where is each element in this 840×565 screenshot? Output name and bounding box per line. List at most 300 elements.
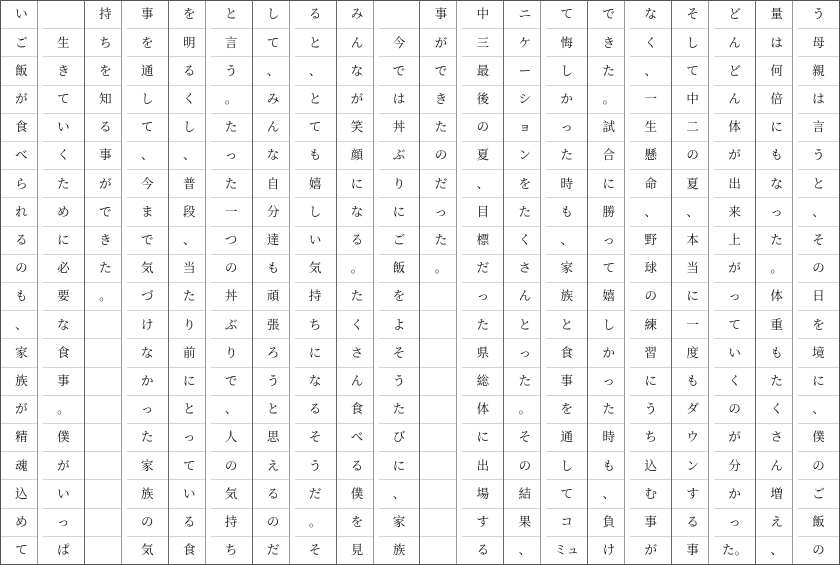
manuscript-cell: な (127, 339, 168, 367)
manuscript-cell: か (546, 86, 587, 114)
manuscript-cell: 、 (253, 57, 294, 85)
manuscript-cell: で (211, 368, 252, 396)
manuscript-cell: シ (504, 86, 545, 114)
manuscript-cell: 、 (462, 170, 503, 198)
manuscript-cell: に (798, 368, 839, 396)
manuscript-cell: 笑 (337, 114, 378, 142)
manuscript-cell: し (588, 311, 629, 339)
manuscript-cell: 。 (295, 509, 336, 537)
manuscript-cell: 達 (253, 227, 294, 255)
manuscript-cell: 食 (1, 114, 42, 142)
manuscript-cell: 時 (546, 170, 587, 198)
manuscript-cell: し (169, 114, 210, 142)
manuscript-cell: 時 (588, 424, 629, 452)
manuscript-cell: か (127, 368, 168, 396)
manuscript-cell: ン (504, 142, 545, 170)
manuscript-cell: ち (295, 311, 336, 339)
manuscript-cell: 親 (798, 57, 839, 85)
manuscript-cell: な (337, 57, 378, 85)
manuscript-cell (420, 480, 461, 508)
manuscript-cell: 、 (518, 542, 532, 558)
manuscript-cell: も (756, 339, 797, 367)
manuscript-cell: 、 (630, 198, 671, 226)
manuscript-cell: 生 (630, 114, 671, 142)
manuscript-cell: そ (379, 339, 420, 367)
manuscript-cell: ち (85, 29, 126, 57)
manuscript-cell: 家 (1, 339, 42, 367)
manuscript-cell: っ (127, 396, 168, 424)
manuscript-cell: の (211, 255, 252, 283)
manuscript-cell: 、 (1, 311, 42, 339)
manuscript-cell (420, 424, 461, 452)
manuscript-cell: 中 (672, 86, 713, 114)
manuscript-cell: き (588, 29, 629, 57)
manuscript-cell: ぶ (211, 311, 252, 339)
manuscript-cell: 、 (169, 142, 210, 170)
manuscript-cell: く (169, 86, 210, 114)
manuscript-column (1, 1, 42, 564)
manuscript-column (378, 1, 420, 564)
manuscript-column (294, 1, 336, 564)
manuscript-cell: ョ (504, 114, 545, 142)
manuscript-cell: 県 (462, 339, 503, 367)
manuscript-cell: 気 (295, 255, 336, 283)
manuscript-cell: そ (798, 227, 839, 255)
manuscript-cell: う (211, 57, 252, 85)
manuscript-cell: 負 (588, 509, 629, 537)
manuscript-cell: 一 (630, 86, 671, 114)
manuscript-cell: 何 (756, 57, 797, 85)
manuscript-cell: 体 (756, 283, 797, 311)
manuscript-cell (85, 480, 126, 508)
manuscript-cell: て (546, 480, 587, 508)
manuscript-cell: と (211, 1, 252, 29)
manuscript-cell: に (462, 424, 503, 452)
manuscript-cell: で (420, 57, 461, 85)
manuscript-cell: そ (308, 542, 322, 558)
manuscript-cell: 母 (798, 29, 839, 57)
manuscript-cell: 精 (1, 424, 42, 452)
manuscript-cell: 分 (714, 452, 755, 480)
manuscript-cell: が (644, 542, 657, 558)
manuscript-cell: て (295, 114, 336, 142)
manuscript-cell: で (85, 198, 126, 226)
manuscript-cell: 二 (672, 114, 713, 142)
manuscript-cell: 事 (43, 368, 84, 396)
manuscript-cell: た (462, 311, 503, 339)
manuscript-cell: が (420, 29, 461, 57)
manuscript-cell: も (1, 283, 42, 311)
manuscript-cell: た (337, 283, 378, 311)
manuscript-cell: の (812, 542, 825, 558)
manuscript-cell (85, 311, 126, 339)
manuscript-cell: も (546, 198, 587, 226)
manuscript-cell: て (169, 452, 210, 480)
manuscript-column (210, 1, 252, 564)
manuscript-cell: く (43, 142, 84, 170)
manuscript-cell: 当 (169, 255, 210, 283)
manuscript-cell: り (169, 311, 210, 339)
manuscript-cell: て (15, 542, 28, 558)
manuscript-cell: し (546, 57, 587, 85)
manuscript-cell: ん (253, 114, 294, 142)
manuscript-cell: だ (266, 542, 280, 558)
manuscript-cell: 必 (43, 255, 84, 283)
manuscript-cell: で (588, 1, 629, 29)
manuscript-cell: た (379, 396, 420, 424)
manuscript-cell: た。 (722, 542, 748, 558)
manuscript-cell: て (253, 29, 294, 57)
manuscript-cell: て (672, 57, 713, 85)
manuscript-cell: 今 (127, 170, 168, 198)
manuscript-cell: が (1, 396, 42, 424)
manuscript-cell: く (504, 227, 545, 255)
manuscript-cell: を (379, 283, 420, 311)
manuscript-cell: て (588, 255, 629, 283)
manuscript-cell: と (169, 396, 210, 424)
manuscript-cell: し (546, 452, 587, 480)
manuscript-cell: て (127, 114, 168, 142)
manuscript-cell: ん (504, 283, 545, 311)
manuscript-column (126, 1, 168, 564)
manuscript-cell: 、 (211, 396, 252, 424)
manuscript-cell (85, 396, 126, 424)
manuscript-cell: な (43, 311, 84, 339)
manuscript-cell: き (43, 57, 84, 85)
manuscript-cell: う (253, 368, 294, 396)
manuscript-column (545, 1, 587, 564)
manuscript-cell: 段 (169, 198, 210, 226)
manuscript-cell: 家 (546, 255, 587, 283)
manuscript-cell: 量 (756, 1, 797, 29)
manuscript-cell: に (295, 339, 336, 367)
manuscript-column (797, 1, 839, 564)
manuscript-cell: の (630, 283, 671, 311)
manuscript-cell: 後 (462, 86, 503, 114)
manuscript-cell (85, 339, 126, 367)
manuscript-cell: 試 (588, 114, 629, 142)
manuscript-cell: 体 (714, 114, 755, 142)
manuscript-cell: 三 (462, 29, 503, 57)
manuscript-cell: が (714, 424, 755, 452)
manuscript-cell: っ (504, 339, 545, 367)
manuscript-cell: の (127, 509, 168, 537)
manuscript-cell: 。 (85, 283, 126, 311)
manuscript-cell: 本 (672, 227, 713, 255)
manuscript-cell: も (672, 368, 713, 396)
manuscript-cell: 思 (253, 424, 294, 452)
manuscript-cell: 習 (630, 339, 671, 367)
manuscript-cell: が (43, 452, 84, 480)
manuscript-cell: 気 (211, 480, 252, 508)
manuscript-cell (420, 368, 461, 396)
manuscript-cell: た (127, 424, 168, 452)
manuscript-cell: 一 (672, 311, 713, 339)
manuscript-cell: ケ (504, 29, 545, 57)
manuscript-cell: び (379, 424, 420, 452)
manuscript-cell: る (85, 114, 126, 142)
manuscript-cell (420, 537, 461, 564)
manuscript-cell: る (253, 480, 294, 508)
manuscript-cell: 。 (420, 255, 461, 283)
manuscript-cell: で (127, 227, 168, 255)
manuscript-cell: が (714, 142, 755, 170)
manuscript-cell: る (337, 227, 378, 255)
manuscript-cell: れ (1, 198, 42, 226)
manuscript-cell: ら (1, 170, 42, 198)
manuscript-cell: も (588, 452, 629, 480)
manuscript-cell: た (85, 255, 126, 283)
manuscript-cell: 今 (379, 29, 420, 57)
manuscript-cell: に (672, 283, 713, 311)
manuscript-cell: 、 (798, 396, 839, 424)
manuscript-cell: と (253, 396, 294, 424)
manuscript-column (587, 1, 629, 564)
manuscript-cell: づ (127, 283, 168, 311)
manuscript-cell: る (476, 542, 490, 558)
manuscript-cell: ま (127, 198, 168, 226)
manuscript-cell: の (462, 114, 503, 142)
manuscript-cell: 族 (392, 542, 406, 558)
manuscript-cell: 命 (630, 170, 671, 198)
manuscript-cell (43, 1, 84, 29)
manuscript-cell: 持 (85, 1, 126, 29)
manuscript-cell: る (1, 227, 42, 255)
manuscript-cell: ち (224, 542, 238, 558)
manuscript-cell: に (169, 368, 210, 396)
manuscript-cell: 日 (798, 283, 839, 311)
manuscript-cell: は (798, 86, 839, 114)
manuscript-cell: え (253, 452, 294, 480)
manuscript-column (168, 1, 210, 564)
manuscript-cell: 気 (141, 542, 154, 558)
manuscript-cell: く (756, 396, 797, 424)
manuscript-cell: 一 (211, 198, 252, 226)
manuscript-cell: っ (546, 114, 587, 142)
manuscript-cell: を (127, 29, 168, 57)
manuscript-cell: け (127, 311, 168, 339)
manuscript-cell: ど (714, 57, 755, 85)
manuscript-cell: な (253, 142, 294, 170)
manuscript-cell: 野 (630, 227, 671, 255)
manuscript-cell: く (714, 368, 755, 396)
manuscript-cell: 来 (714, 198, 755, 226)
manuscript-cell: て (546, 1, 587, 29)
manuscript-cell: 上 (714, 227, 755, 255)
manuscript-cell: 飯 (1, 57, 42, 85)
manuscript-cell: 倍 (756, 86, 797, 114)
manuscript-cell: 当 (672, 255, 713, 283)
manuscript-column (336, 1, 378, 564)
manuscript-cell: た (43, 170, 84, 198)
manuscript-cell: き (85, 227, 126, 255)
manuscript-cell: っ (420, 198, 461, 226)
manuscript-cell: の (420, 142, 461, 170)
manuscript-cell: い (1, 1, 42, 29)
manuscript-cell: 嬉 (588, 283, 629, 311)
manuscript-column (419, 1, 461, 564)
manuscript-cell: う (295, 452, 336, 480)
manuscript-cell: と (504, 311, 545, 339)
manuscript-cell: 見 (350, 542, 364, 558)
manuscript-cell: を (85, 57, 126, 85)
manuscript-cell: 明 (169, 29, 210, 57)
manuscript-cell: る (169, 57, 210, 85)
manuscript-cell: な (630, 1, 671, 29)
manuscript-cell: さ (756, 424, 797, 452)
manuscript-cell: 。 (588, 86, 629, 114)
manuscript-cell: を (798, 311, 839, 339)
manuscript-cell: ー (504, 57, 545, 85)
manuscript-cell: だ (462, 255, 503, 283)
manuscript-column (252, 1, 294, 564)
manuscript-cell: な (295, 368, 336, 396)
manuscript-column (42, 1, 84, 564)
manuscript-cell: 、 (127, 142, 168, 170)
manuscript-cell: さ (504, 255, 545, 283)
manuscript-cell: が (85, 170, 126, 198)
manuscript-cell: の (798, 452, 839, 480)
manuscript-cell: を (169, 1, 210, 29)
manuscript-cell: 丼 (379, 114, 420, 142)
manuscript-cell: る (169, 509, 210, 537)
manuscript-cell: ん (337, 368, 378, 396)
manuscript-cell (379, 1, 420, 29)
manuscript-column (713, 1, 755, 564)
manuscript-cell: に (630, 368, 671, 396)
manuscript-cell: と (546, 311, 587, 339)
manuscript-cell: 持 (211, 509, 252, 537)
manuscript-cell: 分 (253, 198, 294, 226)
manuscript-cell: も (295, 142, 336, 170)
manuscript-cell: た (420, 227, 461, 255)
manuscript-cell: と (295, 29, 336, 57)
manuscript-cell: か (714, 480, 755, 508)
manuscript-cell: 食 (337, 396, 378, 424)
manuscript-cell: に (379, 198, 420, 226)
manuscript-cell: た (546, 142, 587, 170)
manuscript-cell: っ (43, 509, 84, 537)
manuscript-cell: 僕 (798, 424, 839, 452)
manuscript-cell: つ (211, 227, 252, 255)
manuscript-cell: っ (169, 424, 210, 452)
manuscript-cell: べ (337, 424, 378, 452)
manuscript-cell: 。 (337, 255, 378, 283)
manuscript-cell: 食 (546, 339, 587, 367)
manuscript-cell: 僕 (43, 424, 84, 452)
manuscript-cell (85, 537, 126, 564)
manuscript-cell: 、 (546, 227, 587, 255)
manuscript-cell: ど (714, 1, 755, 29)
manuscript-cell: る (295, 1, 336, 29)
manuscript-cell: た (504, 198, 545, 226)
manuscript-cell: と (295, 86, 336, 114)
manuscript-cell: ニ (504, 1, 545, 29)
manuscript-cell (85, 424, 126, 452)
manuscript-cell: と (798, 170, 839, 198)
manuscript-cell: 族 (127, 480, 168, 508)
manuscript-cell: 勝 (588, 198, 629, 226)
manuscript-cell: き (420, 86, 461, 114)
manuscript-cell: た (504, 368, 545, 396)
manuscript-column (503, 1, 545, 564)
manuscript-cell (85, 368, 126, 396)
manuscript-cell: る (295, 396, 336, 424)
manuscript-cell: く (630, 29, 671, 57)
manuscript-cell: 魂 (1, 452, 42, 480)
manuscript-cell: く (337, 311, 378, 339)
manuscript-cell: 重 (756, 311, 797, 339)
manuscript-cell: が (337, 86, 378, 114)
manuscript-cell (85, 509, 126, 537)
manuscript-cell (420, 452, 461, 480)
manuscript-column (629, 1, 671, 564)
manuscript-cell: そ (672, 1, 713, 29)
manuscript-cell: 。 (43, 396, 84, 424)
manuscript-cell: の (1, 255, 42, 283)
manuscript-cell: 人 (211, 424, 252, 452)
manuscript-cell: ぱ (57, 542, 70, 558)
manuscript-cell: っ (462, 283, 503, 311)
manuscript-cell: 、 (672, 198, 713, 226)
manuscript-column (755, 1, 797, 564)
manuscript-cell: 言 (798, 114, 839, 142)
manuscript-cell: 中 (462, 1, 503, 29)
manuscript-cell: う (798, 142, 839, 170)
manuscript-cell: ご (1, 29, 42, 57)
manuscript-cell: 飯 (798, 509, 839, 537)
manuscript-cell: 練 (630, 311, 671, 339)
manuscript-cell: に (588, 170, 629, 198)
manuscript-cell: も (756, 142, 797, 170)
manuscript-cell: ご (798, 480, 839, 508)
manuscript-cell: ろ (253, 339, 294, 367)
manuscript-cell: を (337, 509, 378, 537)
manuscript-cell: 事 (127, 1, 168, 29)
manuscript-cell: っ (588, 368, 629, 396)
manuscript-cell: 場 (462, 480, 503, 508)
manuscript-cell (420, 283, 461, 311)
manuscript-cell: た (588, 57, 629, 85)
manuscript-cell: の (672, 142, 713, 170)
manuscript-cell: に (337, 170, 378, 198)
manuscript-cell: た (756, 368, 797, 396)
manuscript-cell: 僕 (337, 480, 378, 508)
manuscript-cell: た (211, 114, 252, 142)
manuscript-cell: っ (714, 509, 755, 537)
manuscript-cell: 、 (770, 542, 783, 558)
manuscript-cell: た (420, 114, 461, 142)
manuscript-cell: い (43, 114, 84, 142)
manuscript-cell: そ (295, 424, 336, 452)
manuscript-column (461, 1, 503, 564)
manuscript-cell: 夏 (462, 142, 503, 170)
manuscript-cell: 、 (630, 57, 671, 85)
manuscript-cell: 気 (127, 255, 168, 283)
manuscript-cell: を (504, 170, 545, 198)
manuscript-cell: 頑 (253, 283, 294, 311)
manuscript-cell: い (295, 227, 336, 255)
manuscript-cell: ウ (672, 424, 713, 452)
manuscript-cell: な (756, 170, 797, 198)
manuscript-cell: し (672, 29, 713, 57)
manuscript-cell: 体 (462, 396, 503, 424)
manuscript-cell: う (798, 1, 839, 29)
manuscript-cell: が (714, 255, 755, 283)
manuscript-cell: み (337, 1, 378, 29)
manuscript-cell: け (602, 542, 616, 558)
manuscript-cell: べ (1, 142, 42, 170)
